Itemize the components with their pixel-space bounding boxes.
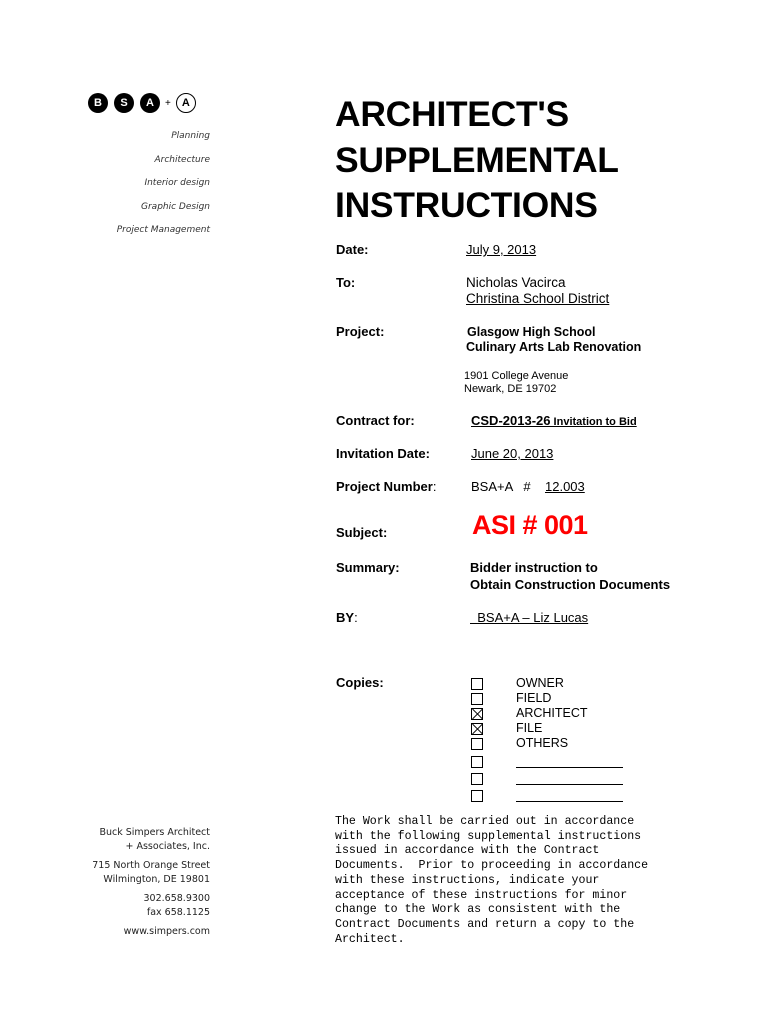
summary-line1: Bidder instruction to xyxy=(470,560,598,575)
copy-row-field xyxy=(471,691,623,706)
by-label xyxy=(336,610,358,625)
project-number-prefix: BSA+A # xyxy=(471,479,531,494)
blank-line xyxy=(516,791,623,802)
copy-label: FILE xyxy=(516,721,543,735)
date-label: Date: xyxy=(336,242,369,257)
copy-row-others xyxy=(471,736,623,751)
firm-phone: 302.658.9300 xyxy=(143,893,210,904)
copy-row-blank xyxy=(471,771,623,787)
logo-letter-a-outline: A xyxy=(176,93,196,113)
copies-label: Copies: xyxy=(336,675,384,690)
others-checkbox[interactable] xyxy=(471,738,483,750)
project-number-colon: : xyxy=(432,479,437,494)
summary-line2: Obtain Construction Documents xyxy=(470,577,671,592)
firm-website: www.simpers.com xyxy=(123,926,210,937)
title-line: SUPPLEMENTAL xyxy=(335,139,619,180)
project-number-value: 12.003 xyxy=(545,479,585,494)
contract-value xyxy=(471,413,637,428)
firm-name: Buck Simpers Architect xyxy=(99,827,210,838)
project-label: Project: xyxy=(336,324,385,339)
copy-label: FIELD xyxy=(516,691,552,705)
by-label-text: BY xyxy=(336,610,355,625)
title-line: INSTRUCTIONS xyxy=(335,185,598,225)
services-list xyxy=(117,130,210,248)
service-item: Graphic Design xyxy=(141,201,210,212)
blank-line xyxy=(516,774,623,785)
copy-row-blank xyxy=(471,754,623,770)
copy-label: ARCHITECT xyxy=(516,706,588,720)
contract-desc: Invitation to Bid xyxy=(550,416,637,428)
invitation-value: June 20, 2013 xyxy=(471,446,554,461)
architect-checkbox[interactable] xyxy=(471,708,483,720)
file-checkbox[interactable] xyxy=(471,723,483,735)
document-title xyxy=(335,92,619,229)
firm-fax: fax 658.1125 xyxy=(146,906,210,918)
blank-checkbox[interactable] xyxy=(471,790,483,802)
owner-checkbox[interactable] xyxy=(471,678,483,690)
logo-letter-a: A xyxy=(140,93,160,113)
contract-label: Contract for: xyxy=(336,413,415,428)
service-item: Project Management xyxy=(116,225,210,235)
logo-letter-b: B xyxy=(88,93,108,113)
firm-address xyxy=(92,826,210,939)
project-number-label xyxy=(336,479,436,494)
firm-city: Wilmington, DE 19801 xyxy=(103,873,210,885)
asi-number: ASI # 001 xyxy=(472,510,588,540)
blank-checkbox[interactable] xyxy=(471,773,483,785)
invitation-label: Invitation Date: xyxy=(336,446,430,461)
field-checkbox[interactable] xyxy=(471,693,483,705)
by-value: BSA+A – Liz Lucas xyxy=(470,610,589,625)
copy-row-blank xyxy=(471,788,623,804)
copy-row-file xyxy=(471,721,623,736)
date-value: July 9, 2013 xyxy=(466,242,537,257)
copy-row-architect xyxy=(471,706,623,721)
to-org: Christina School District xyxy=(466,291,610,306)
service-item: Interior design xyxy=(144,178,210,188)
subject-label: Subject: xyxy=(336,525,388,540)
copies-list xyxy=(471,676,623,804)
to-name: Nicholas Vacirca xyxy=(466,275,566,290)
bsa-logo xyxy=(88,93,196,113)
project-address2: Newark, DE 19702 xyxy=(464,383,557,395)
by-colon: : xyxy=(354,610,358,625)
service-item: Architecture xyxy=(154,154,210,165)
blank-line xyxy=(516,757,623,768)
copy-label: OTHERS xyxy=(516,736,569,750)
logo-plus: + xyxy=(165,97,171,109)
copy-label: OWNER xyxy=(516,676,564,690)
to-label: To: xyxy=(336,275,356,290)
service-item: Planning xyxy=(171,131,210,141)
title-line: ARCHITECT'S xyxy=(335,94,569,134)
instructions-paragraph: The Work shall be carried out in accordance with the following supplemental instructions issued in accordance with the Contract Documents. Prior to proceeding in accordance with these instructions, indicate your acceptance of these instructions for minor change to the Work as consistent with the Contract Documents and return a copy to the Architect. xyxy=(335,815,649,946)
copy-row-owner xyxy=(471,676,623,691)
firm-name: + Associates, Inc. xyxy=(125,840,210,852)
summary-label: Summary: xyxy=(336,560,400,575)
contract-number: CSD-2013-26 xyxy=(471,413,551,428)
project-number-label-text: Project Number xyxy=(336,479,433,494)
logo-letter-s: S xyxy=(114,93,134,113)
project-line2: Culinary Arts Lab Renovation xyxy=(466,340,642,354)
blank-checkbox[interactable] xyxy=(471,756,483,768)
project-line1: Glasgow High School xyxy=(467,325,596,339)
firm-street: 715 North Orange Street xyxy=(92,860,210,871)
project-address1: 1901 College Avenue xyxy=(464,370,569,382)
